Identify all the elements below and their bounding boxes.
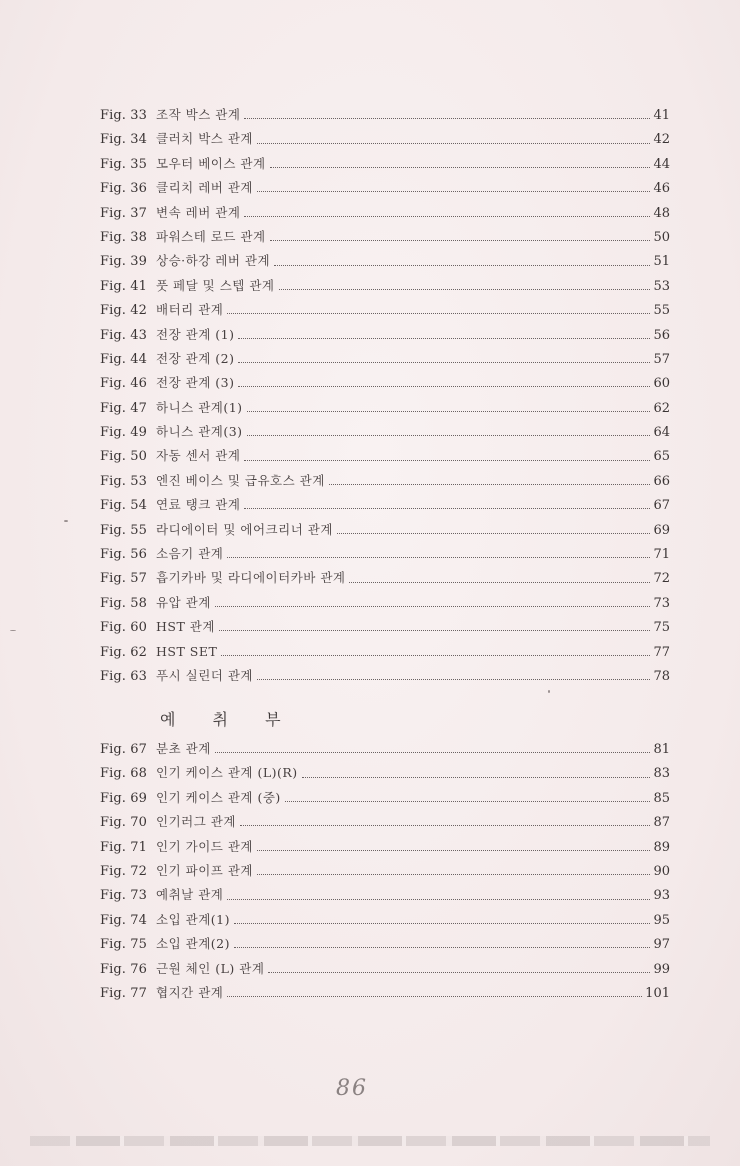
figure-number: Fig. 58 bbox=[100, 595, 148, 611]
page-number: 97 bbox=[653, 937, 670, 953]
dot-leader bbox=[257, 678, 650, 680]
toc-entry bbox=[100, 249, 670, 273]
toc-entry bbox=[100, 469, 670, 493]
figure-number: Fig. 76 bbox=[100, 961, 148, 977]
figure-title: 하니스 관계(1) bbox=[156, 399, 243, 415]
dot-leader bbox=[244, 459, 650, 461]
figure-title: 파워스테 로드 관계 bbox=[156, 228, 266, 244]
dot-leader bbox=[221, 654, 650, 656]
dot-leader bbox=[215, 751, 651, 753]
toc-entry bbox=[100, 347, 670, 371]
figure-number: Fig. 38 bbox=[100, 229, 148, 245]
dot-leader bbox=[349, 581, 650, 583]
page-number: 44 bbox=[653, 156, 670, 172]
toc-entry bbox=[100, 493, 670, 517]
page-number: 67 bbox=[653, 498, 670, 514]
figure-number: Fig. 67 bbox=[100, 742, 148, 757]
toc-entry bbox=[100, 566, 670, 590]
figure-number: Fig. 57 bbox=[100, 571, 148, 587]
dot-leader bbox=[302, 776, 651, 778]
figure-title: 소입 관계(1) bbox=[156, 911, 230, 927]
dot-leader bbox=[257, 873, 650, 875]
page-number: 50 bbox=[653, 229, 670, 245]
figure-number: Fig. 41 bbox=[100, 278, 148, 294]
toc-entry bbox=[100, 298, 670, 322]
figure-number: Fig. 49 bbox=[100, 425, 148, 441]
figure-number: Fig. 77 bbox=[100, 985, 148, 1001]
figure-title: 인기 케이스 관계 (L)(R) bbox=[156, 765, 298, 781]
figure-title: 인기 케이스 관계 (중) bbox=[156, 789, 281, 805]
page-number: 85 bbox=[653, 790, 670, 806]
page-number: 95 bbox=[653, 912, 670, 928]
page-number: 51 bbox=[653, 254, 670, 270]
figure-number: Fig. 74 bbox=[100, 912, 148, 928]
figure-number: Fig. 33 bbox=[100, 108, 148, 123]
dot-leader bbox=[270, 166, 651, 168]
scan-speck bbox=[548, 690, 550, 693]
figure-title: 분초 관계 bbox=[156, 741, 211, 756]
figure-number: Fig. 62 bbox=[100, 644, 148, 660]
toc-entry bbox=[100, 444, 670, 468]
page-number: 56 bbox=[653, 327, 670, 343]
toc-entry bbox=[100, 396, 670, 420]
figure-title: 라디에이터 및 에어크리너 관계 bbox=[156, 521, 333, 537]
toc-entry bbox=[100, 323, 670, 347]
figure-title: 유압 관계 bbox=[156, 594, 211, 610]
dot-leader bbox=[238, 385, 650, 387]
page-number: 66 bbox=[653, 473, 670, 489]
dot-leader bbox=[234, 946, 650, 948]
scan-artifact-strip bbox=[30, 1136, 710, 1146]
page-number: 101 bbox=[645, 985, 670, 1001]
toc-entry bbox=[100, 640, 670, 664]
toc-entry bbox=[100, 786, 670, 810]
figure-title: 하니스 관계(3) bbox=[156, 424, 243, 440]
toc-entry bbox=[100, 274, 670, 298]
page-number: 93 bbox=[653, 888, 670, 904]
figure-number: Fig. 36 bbox=[100, 181, 148, 197]
dot-leader bbox=[329, 483, 651, 485]
figure-number: Fig. 75 bbox=[100, 937, 148, 953]
figure-number: Fig. 56 bbox=[100, 547, 148, 563]
dot-leader bbox=[238, 337, 650, 339]
figure-number: Fig. 54 bbox=[100, 498, 148, 514]
page-number: 71 bbox=[653, 547, 670, 563]
dot-leader bbox=[234, 922, 650, 924]
page-number: 75 bbox=[653, 620, 670, 636]
figure-title: HST 관계 bbox=[156, 619, 215, 635]
page-number: 73 bbox=[653, 595, 670, 611]
dot-leader bbox=[337, 532, 651, 534]
page-number: 48 bbox=[653, 205, 670, 221]
figure-number: Fig. 55 bbox=[100, 522, 148, 538]
figure-title: 예취날 관계 bbox=[156, 887, 224, 903]
toc-list-chassis bbox=[100, 103, 670, 688]
dot-leader bbox=[227, 312, 650, 314]
figure-title: 배터리 관계 bbox=[156, 302, 224, 318]
dot-leader bbox=[244, 507, 650, 509]
toc-entry bbox=[100, 176, 670, 200]
toc-entry bbox=[100, 981, 670, 1005]
figure-number: Fig. 68 bbox=[100, 766, 148, 782]
toc-entry bbox=[100, 542, 670, 566]
page-number: 60 bbox=[653, 376, 670, 392]
figure-title: 전장 관계 (2) bbox=[156, 350, 235, 366]
page-number: 57 bbox=[653, 351, 670, 367]
figure-title: 자동 센서 관계 bbox=[156, 448, 241, 464]
dot-leader bbox=[244, 117, 650, 119]
handwritten-page-note: 86 bbox=[336, 1076, 368, 1101]
figure-number: Fig. 37 bbox=[100, 205, 148, 221]
dot-leader bbox=[257, 849, 650, 851]
figure-number: Fig. 35 bbox=[100, 156, 148, 172]
toc-entry bbox=[100, 664, 670, 688]
figure-title: 푸시 실린더 관계 bbox=[156, 667, 253, 683]
dot-leader bbox=[270, 239, 651, 241]
figure-title: 협지간 관계 bbox=[156, 984, 224, 1000]
dot-leader bbox=[240, 824, 651, 826]
page-number: 90 bbox=[653, 863, 670, 879]
toc-entry bbox=[100, 371, 670, 395]
figure-title: 조작 박스 관계 bbox=[156, 107, 241, 122]
figure-number: Fig. 71 bbox=[100, 839, 148, 855]
figure-title: 전장 관계 (3) bbox=[156, 375, 235, 391]
figure-title: 변속 레버 관계 bbox=[156, 204, 241, 220]
figure-title: 인기 파이프 관계 bbox=[156, 862, 253, 878]
figure-title: 모우터 베이스 관계 bbox=[156, 155, 266, 171]
figure-number: Fig. 43 bbox=[100, 327, 148, 343]
figure-title: 풋 페달 및 스텝 관계 bbox=[156, 277, 275, 293]
dot-leader bbox=[268, 971, 650, 973]
figure-number: Fig. 46 bbox=[100, 376, 148, 392]
toc-entry bbox=[100, 225, 670, 249]
page-number: 53 bbox=[653, 278, 670, 294]
figure-title: 클러치 박스 관계 bbox=[156, 131, 253, 147]
toc-entry bbox=[100, 908, 670, 932]
page-number: 65 bbox=[653, 449, 670, 465]
page-number: 72 bbox=[653, 571, 670, 587]
dot-leader bbox=[257, 142, 650, 144]
page-number: 46 bbox=[653, 181, 670, 197]
dot-leader bbox=[238, 361, 650, 363]
dot-leader bbox=[247, 410, 651, 412]
toc-entry bbox=[100, 737, 670, 761]
figure-title: 인기러그 관계 bbox=[156, 814, 236, 830]
figure-title: 흡기카바 및 라디에이터카바 관계 bbox=[156, 570, 346, 586]
figure-number: Fig. 50 bbox=[100, 449, 148, 465]
figure-number: Fig. 53 bbox=[100, 473, 148, 489]
dot-leader bbox=[227, 556, 650, 558]
figure-title: 엔진 베이스 및 급유호스 관계 bbox=[156, 472, 325, 488]
toc-entry bbox=[100, 420, 670, 444]
figure-number: Fig. 34 bbox=[100, 132, 148, 148]
scan-speck bbox=[64, 520, 68, 522]
figure-title: 연료 탱크 관계 bbox=[156, 497, 241, 513]
toc-entry bbox=[100, 591, 670, 615]
figure-number: Fig. 72 bbox=[100, 863, 148, 879]
page-number: 78 bbox=[653, 668, 670, 684]
toc-entry bbox=[100, 932, 670, 956]
toc-entry bbox=[100, 127, 670, 151]
toc-entry bbox=[100, 103, 670, 127]
dot-leader bbox=[219, 629, 651, 631]
toc-list-cutting bbox=[100, 737, 670, 1005]
figure-number: Fig. 39 bbox=[100, 254, 148, 270]
page-number: 62 bbox=[653, 400, 670, 416]
figure-number: Fig. 70 bbox=[100, 815, 148, 831]
figure-number: Fig. 63 bbox=[100, 668, 148, 684]
toc-entry bbox=[100, 835, 670, 859]
figure-number: Fig. 73 bbox=[100, 888, 148, 904]
toc-entry bbox=[100, 615, 670, 639]
page-number: 77 bbox=[653, 644, 670, 660]
toc-entry bbox=[100, 957, 670, 981]
dot-leader bbox=[257, 190, 650, 192]
section-title-yechwibu: 예 취 부 bbox=[160, 710, 297, 729]
page-number: 42 bbox=[653, 132, 670, 148]
page-number: 41 bbox=[653, 108, 670, 123]
figure-title: HST SET bbox=[156, 643, 218, 659]
page-number: 81 bbox=[653, 742, 670, 757]
page-number: 69 bbox=[653, 522, 670, 538]
toc-entry bbox=[100, 152, 670, 176]
page-number: 64 bbox=[653, 425, 670, 441]
toc-entry bbox=[100, 518, 670, 542]
figure-title: 상승·하강 레버 관계 bbox=[156, 253, 271, 269]
figure-title: 소입 관계(2) bbox=[156, 936, 230, 952]
page-number: 89 bbox=[653, 839, 670, 855]
scan-speck bbox=[10, 630, 16, 631]
figure-title: 클리치 레버 관계 bbox=[156, 180, 253, 196]
figure-title: 소음기 관계 bbox=[156, 546, 224, 562]
page-number: 55 bbox=[653, 303, 670, 319]
page-number: 87 bbox=[653, 815, 670, 831]
dot-leader bbox=[274, 264, 650, 266]
page-number: 99 bbox=[653, 961, 670, 977]
figure-number: Fig. 69 bbox=[100, 790, 148, 806]
toc-entry bbox=[100, 810, 670, 834]
dot-leader bbox=[285, 800, 651, 802]
figure-number: Fig. 42 bbox=[100, 303, 148, 319]
figure-title: 근원 체인 (L) 관계 bbox=[156, 960, 265, 976]
figure-number: Fig. 44 bbox=[100, 351, 148, 367]
dot-leader bbox=[247, 434, 651, 436]
dot-leader bbox=[244, 215, 650, 217]
figure-title: 인기 가이드 관계 bbox=[156, 838, 253, 854]
toc-entry bbox=[100, 859, 670, 883]
dot-leader bbox=[227, 898, 650, 900]
toc-entry bbox=[100, 883, 670, 907]
toc-entry bbox=[100, 761, 670, 785]
figure-title: 전장 관계 (1) bbox=[156, 326, 235, 342]
page-number: 83 bbox=[653, 766, 670, 782]
dot-leader bbox=[279, 288, 651, 290]
figure-number: Fig. 60 bbox=[100, 620, 148, 636]
dot-leader bbox=[215, 605, 651, 607]
dot-leader bbox=[227, 995, 642, 997]
figure-number: Fig. 47 bbox=[100, 400, 148, 416]
toc-entry bbox=[100, 201, 670, 225]
